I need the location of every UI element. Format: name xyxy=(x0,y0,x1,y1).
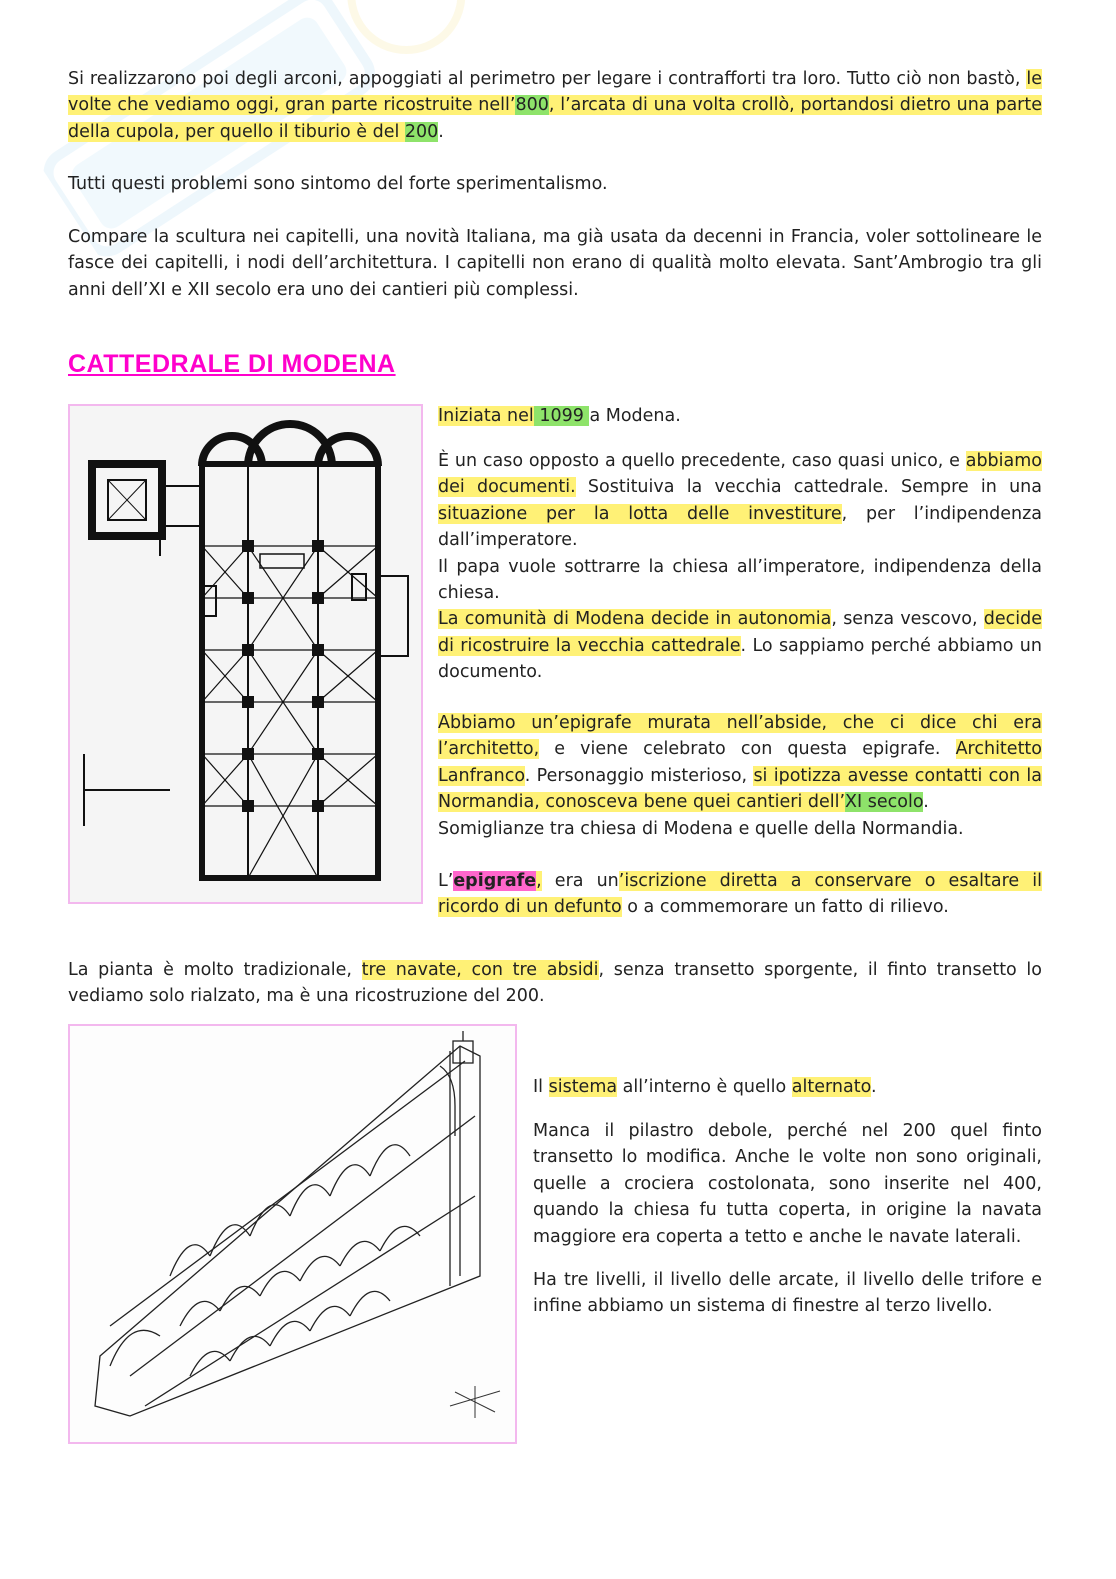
highlight-text: tre navate, con tre absidi xyxy=(361,960,599,980)
floor-plan-drawing xyxy=(70,406,421,902)
text: , per l’indipendenza dall’imperatore. xyxy=(438,503,1042,551)
highlight-text: ’iscrizione diretta a conservare o esaltare il ricordo di un defunto xyxy=(438,871,1042,918)
text: era un xyxy=(541,871,619,891)
text: , senza vescovo, xyxy=(831,609,984,630)
text: . xyxy=(870,1077,877,1097)
paragraph-livelli: Ha tre livelli, il livello delle arcate, il livello delle trifore e infine abbiamo un sistema di finestre al terzo livello. xyxy=(533,1270,1042,1317)
highlight-green: XI secolo xyxy=(845,792,924,813)
axonometric-drawing xyxy=(70,1026,515,1442)
highlight-text: Abbiamo un’epigrafe murata nell’abside, che ci dice chi era l’architetto, xyxy=(438,713,1042,760)
intro-paragraph xyxy=(68,66,1042,145)
axonometric-figure xyxy=(68,1024,517,1444)
highlight-text: si ipotizza avesse contatti con la Normandia, conosceva bene quei cantieri dell’ xyxy=(438,765,1042,813)
text: all’interno è quello xyxy=(617,1077,792,1097)
text: . Lo sappiamo perché abbiamo un documento. xyxy=(438,635,1042,683)
text: Somiglianze tra chiesa di Modena e quelle della Normandia. xyxy=(438,818,964,839)
paragraph-iniziata xyxy=(438,403,1042,429)
highlight-text: Iniziata nel xyxy=(438,406,534,426)
floor-plan-figure xyxy=(68,404,423,904)
highlight-text: decide di ricostruire la vecchia cattedrale xyxy=(438,609,1042,656)
section-title: CATTEDRALE DI MODENA xyxy=(68,350,396,378)
paragraph-sperimentalismo: Tutti questi problemi sono sintomo del forte sperimentalismo. xyxy=(68,174,608,194)
highlight-text: La comunità di Modena decide in autonomia xyxy=(438,609,832,630)
highlight-text: alternato xyxy=(791,1077,871,1097)
intro-text: Si realizzarono poi degli arconi, appoggiati al perimetro per legare i contrafforti tra loro. Tutto ciò non bastò, xyxy=(68,69,1027,89)
text: L’ xyxy=(438,871,454,891)
paragraph-epigrafe xyxy=(438,710,1042,842)
paragraph-pilastro: Manca il pilastro debole, perché nel 200 quel finto transetto lo modifica. Anche le volte non sono originali, quelle a crociera costolonata, sono inserite nel 400, quando la chiesa fu tutta coperta, in origine la navata maggiore era coperta a tetto e anche le navate laterali. xyxy=(533,1121,1042,1247)
text: o a commemorare un fatto di rilievo. xyxy=(621,897,949,918)
text: e viene celebrato con questa epigrafe. xyxy=(539,739,956,760)
paragraph-capitelli: Compare la scultura nei capitelli, una novità Italiana, ma già usata da decenni in Francia, voler sottolineare le fasce dei capitelli, i nodi dell’architettura. I capitelli non erano di qualità molto elevata. Sant’Ambrogio tra gli anni dell’XI e XII secolo era uno dei cantieri più complessi. xyxy=(68,227,1042,300)
highlight-green: 800 xyxy=(515,95,549,116)
text: . Personaggio misterioso, xyxy=(524,765,754,786)
highlight-text: , l’arcata di una volta crollò, portandosi dietro una parte della cupola, per quello il tiburio è del xyxy=(68,95,1043,142)
highlight-text: sistema xyxy=(548,1077,618,1097)
highlight-text: , xyxy=(536,871,542,891)
paragraph-definizione-epigrafe xyxy=(438,868,1042,921)
text: Sostituiva la vecchia cattedrale. Sempre in una xyxy=(575,477,1042,498)
highlight-text: Architetto Lanfranco xyxy=(438,739,1042,786)
highlight-text: le volte che vediamo oggi, gran parte ricostruite nell’ xyxy=(68,69,1042,116)
highlight-green: 200 xyxy=(404,121,439,142)
paragraph-sistema xyxy=(533,1074,1042,1100)
text: È un caso opposto a quello precedente, caso quasi unico, e xyxy=(438,451,966,471)
highlight-green: 1099 xyxy=(533,406,590,426)
text: Il xyxy=(533,1077,549,1097)
highlight-text: abbiamo dei documenti. xyxy=(438,451,1042,498)
text: Il papa vuole sottrarre la chiesa all’imperatore, indipendenza della chiesa. xyxy=(438,556,1042,604)
text: a Modena. xyxy=(589,406,681,426)
paragraph-pianta xyxy=(68,957,1042,1010)
text: . xyxy=(923,792,929,813)
text: , senza transetto sporgente, il finto transetto lo vediamo solo rialzato, ma è una ricostruzione del 200. xyxy=(68,960,1043,1007)
paragraph-documenti xyxy=(438,448,1042,686)
highlight-text: situazione per la lotta delle investiture xyxy=(438,503,842,524)
text: La pianta è molto tradizionale, xyxy=(68,960,362,980)
intro-end: . xyxy=(438,121,444,142)
highlight-magenta: epigrafe xyxy=(453,871,537,891)
